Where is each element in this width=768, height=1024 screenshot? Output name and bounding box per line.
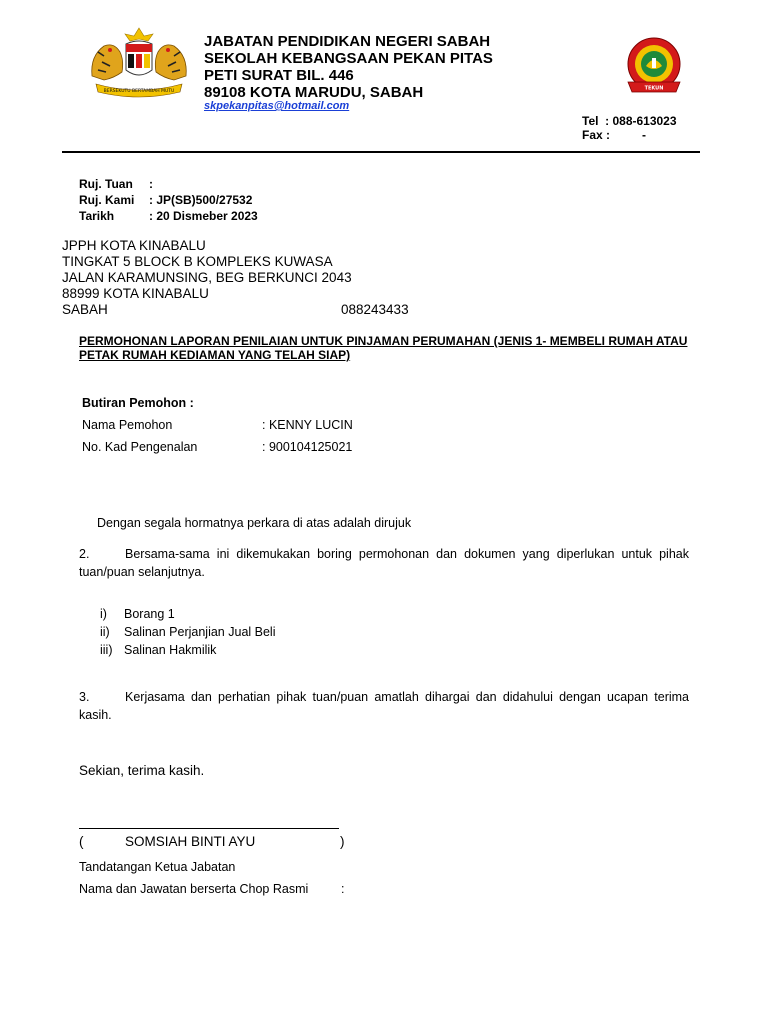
stamp-caption-text: Nama dan Jawatan berserta Chop Rasmi bbox=[79, 882, 309, 896]
signatory-open-paren: ( bbox=[79, 834, 84, 849]
signatory-name: SOMSIAH BINTI AYU bbox=[125, 834, 256, 849]
list-item-number: i) bbox=[100, 607, 107, 621]
letterhead-line-1: JABATAN PENDIDIKAN NEGERI SABAH bbox=[204, 33, 491, 50]
applicant-ic-label: No. Kad Pengenalan bbox=[82, 440, 198, 454]
list-item-text: Salinan Perjanjian Jual Beli bbox=[124, 625, 276, 639]
opening-paragraph: Dengan segala hormatnya perkara di atas adalah dirujuk bbox=[97, 516, 412, 530]
document-list bbox=[100, 605, 275, 659]
letterhead-line-3: PETI SURAT BIL. 446 bbox=[204, 67, 354, 84]
recipient-phone: 088243433 bbox=[341, 302, 409, 317]
fax-value: - bbox=[642, 128, 647, 142]
paragraph-3-text: Kerjasama dan perhatian pihak tuan/puan amatlah dihargai dan didahului dengan ucapan terima kasih. bbox=[79, 690, 689, 722]
applicant-name-value: : KENNY LUCIN bbox=[262, 418, 353, 432]
header-divider bbox=[62, 151, 700, 153]
paragraph-2-text: Bersama-sama ini dikemukakan boring permohonan dan dokumen yang diperlukan untuk pihak tuan/puan selanjutnya. bbox=[79, 547, 689, 579]
recipient-line-2: TINGKAT 5 BLOCK B KOMPLEKS KUWASA bbox=[62, 254, 333, 269]
ruj-kami-value: : JP(SB)500/27532 bbox=[149, 193, 253, 207]
school-badge-logo bbox=[622, 36, 686, 100]
list-item-text: Salinan Hakmilik bbox=[124, 643, 217, 657]
paragraph-2-number: 2. bbox=[79, 547, 90, 561]
letterhead-line-4: 89108 KOTA MARUDU, SABAH bbox=[204, 84, 424, 101]
paragraph-3-number: 3. bbox=[79, 690, 90, 704]
paragraph-2 bbox=[79, 545, 689, 581]
tarikh-label: Tarikh bbox=[79, 209, 115, 223]
applicant-name-label: Nama Pemohon bbox=[82, 418, 173, 432]
stamp-caption-colon: : bbox=[341, 882, 345, 896]
recipient-line-3: JALAN KARAMUNSING, BEG BERKUNCI 2043 bbox=[62, 270, 352, 285]
applicant-title: Butiran Pemohon : bbox=[82, 396, 194, 410]
ruj-kami-label: Ruj. Kami bbox=[79, 193, 135, 207]
coat-of-arms-logo bbox=[84, 26, 194, 98]
recipient-address bbox=[62, 238, 409, 318]
ruj-tuan-value: : bbox=[149, 177, 153, 191]
school-badge-motto: TEKUN bbox=[644, 85, 664, 92]
signature-line bbox=[79, 828, 339, 829]
list-item-number: iii) bbox=[100, 643, 113, 657]
recipient-line-5: SABAH bbox=[62, 302, 108, 317]
contact-block bbox=[582, 114, 677, 142]
closing-line: Sekian, terima kasih. bbox=[79, 763, 205, 778]
signature-caption: Tandatangan Ketua Jabatan bbox=[79, 860, 236, 874]
tel-label: Tel : bbox=[582, 114, 610, 128]
tarikh-value: : 20 Dismeber 2023 bbox=[149, 209, 258, 223]
list-item-number: ii) bbox=[100, 625, 110, 639]
list-item bbox=[100, 605, 275, 623]
applicant-ic-value: : 900104125021 bbox=[262, 440, 353, 454]
letterhead-title bbox=[204, 33, 493, 101]
list-item bbox=[100, 641, 275, 659]
stamp-caption bbox=[79, 882, 345, 896]
recipient-line-4: 88999 KOTA KINABALU bbox=[62, 286, 209, 301]
list-item bbox=[100, 623, 275, 641]
signatory-close-paren: ) bbox=[340, 834, 345, 849]
paragraph-3 bbox=[79, 688, 689, 724]
recipient-line-1: JPPH KOTA KINABALU bbox=[62, 238, 206, 253]
email-link[interactable]: skpekanpitas@hotmail.com bbox=[204, 100, 350, 112]
reference-block bbox=[79, 176, 258, 224]
ruj-tuan-label: Ruj. Tuan bbox=[79, 177, 133, 191]
letter-subject: PERMOHONAN LAPORAN PENILAIAN UNTUK PINJAMAN PERUMAHAN (JENIS 1- MEMBELI RUMAH ATAU PETAK RUMAH KEDIAMAN YANG TELAH SIAP) bbox=[79, 334, 688, 362]
fax-label: Fax : bbox=[582, 128, 611, 142]
list-item-text: Borang 1 bbox=[124, 607, 175, 621]
tel-value: 088-613023 bbox=[612, 114, 677, 128]
letterhead-line-2: SEKOLAH KEBANGSAAN PEKAN PITAS bbox=[204, 50, 493, 67]
coat-of-arms-motto: BERSEKUTU BERTAMBAH MUTU bbox=[103, 89, 175, 94]
applicant-details bbox=[82, 392, 353, 458]
